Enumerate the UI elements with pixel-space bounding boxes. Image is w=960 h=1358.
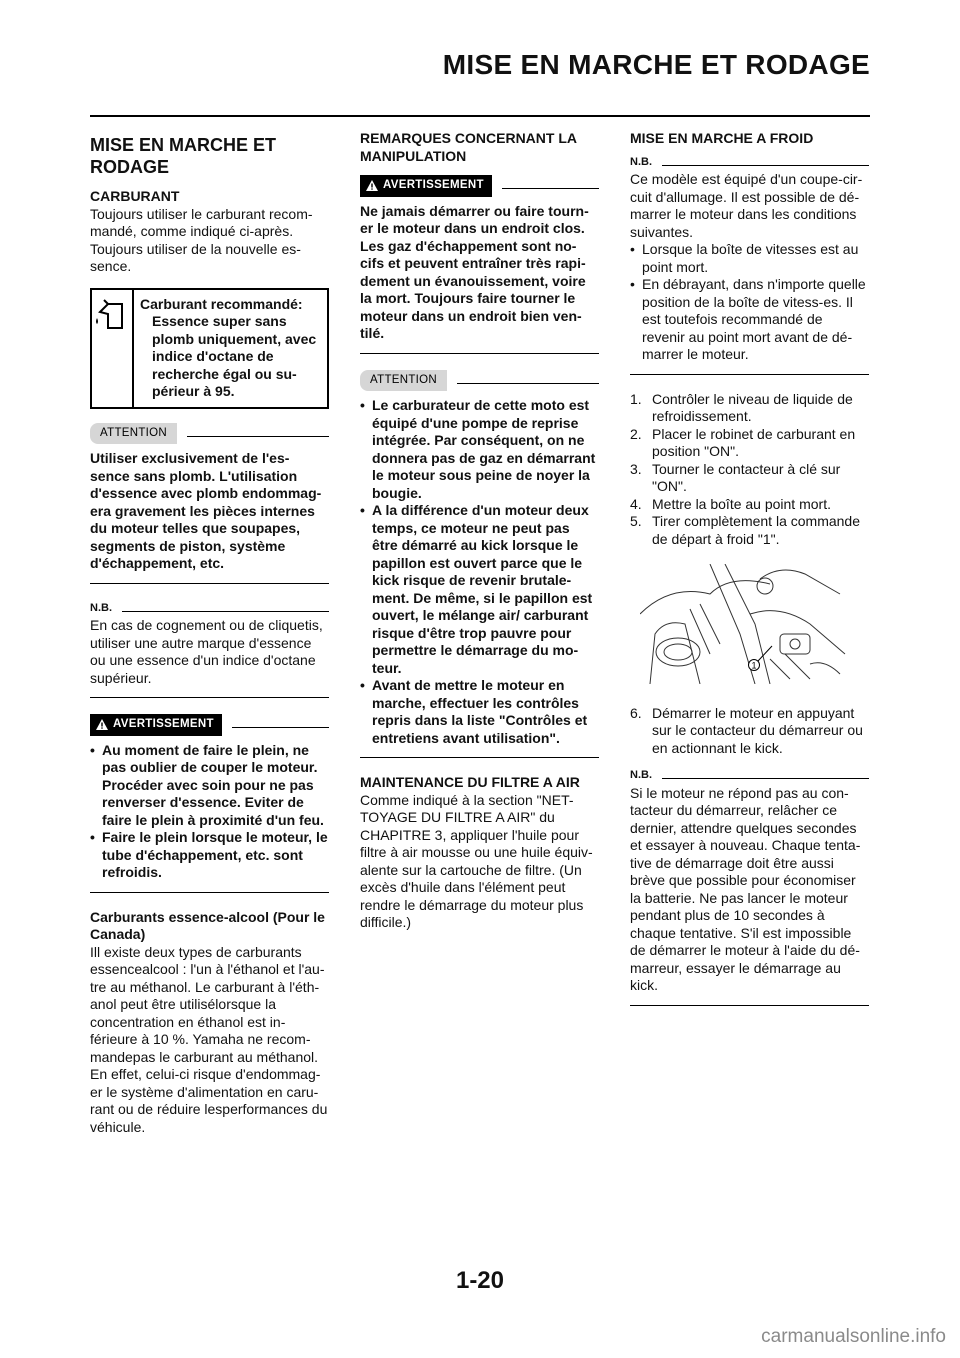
nb-label: N.B. (630, 769, 652, 781)
attention-badge: ATTENTION (360, 370, 447, 392)
warning-header (90, 714, 329, 736)
alcohol-heading: Carburants essence-alcool (Pour le Canada) (90, 908, 325, 942)
attention-list (360, 397, 599, 747)
list-item: • Lorsque la boîte de vitesses est au point mort. (630, 241, 869, 276)
nb-label: N.B. (90, 601, 112, 614)
cold-start-heading: MISE EN MARCHE A FROID (630, 130, 814, 146)
warning-label: AVERTISSEMENT (383, 179, 484, 191)
list-item: • Avant de mettre le moteur en marche, effectuer les contrôles repris dans la liste "Contrôles et entretiens avant utilisation". (360, 677, 599, 747)
attention-header (360, 370, 599, 392)
nb-text: En cas de cognement ou de cliquetis, utiliser une autre marque d'essence ou une essence d'un indice d'octane supérieur. (90, 617, 323, 686)
figure-callout-label: 1 (751, 660, 757, 671)
warning-label: AVERTISSEMENT (113, 718, 214, 730)
step-item: 2. Placer le robinet de carburant en position "ON". (630, 425, 856, 459)
list-item: • En débrayant, dans n'importe quelle position de la boîte de vitess-es. Il est toutefois recommandé de revenir au point mort avant de dé-marrer le moteur. (630, 276, 869, 364)
alcohol-text: Ill existe deux types de carburants essencealcool : l'un à l'éthanol et l'au-tre au méthanol. Le carburant à l'éth-anol peut être utilisélorsque la concentration en éthanol est in-férieure à 10 %. Yamaha ne recom-mandepas le carburant au méthanol. En effet, celui-ci risque d'endommag-er le système d'alimentation en caru-rant ou de réduire lesperformances du véhicule. (90, 943, 328, 1135)
watermark: carmanualsonline.info (761, 1326, 946, 1347)
filter-text: Comme indiqué à la section "NET-TOYAGE DU FILTRE A AIR" du CHAPITRE 3, appliquer l'huile pour filtre à air mousse ou une huile équiv-alente sur la cartouche de filtre. (Un excès d'huile dans l'élément peut rendre le démarrage du moteur plus difficile.) (360, 791, 593, 930)
column-left (90, 130, 329, 1136)
steps-list (630, 391, 869, 549)
nb-header (630, 767, 869, 785)
list-item: • Au moment de faire le plein, ne pas oublier de couper le moteur. Procéder avec soin pour ne pas renverser d'essence. Eviter de faire le plein à proximité d'un feu. (90, 742, 329, 830)
fuel-pump-icon (92, 290, 134, 407)
attention-header (90, 423, 329, 445)
nb-text: Si le moteur ne répond pas au con-tacteur du démarreur, relâcher ce dernier, attendre quelques secondes et essayer à nouveau. Chaque tenta-tive de démarrage doit être aussi brève que possible pour économiser la batterie. Ne pas lancer le moteur pendant plus de 10 secondes à chaque tentative. S'il est impossible de démarrer le moteur à l'aide du dé-marreur, essayer le démarrage au kick. (630, 784, 861, 993)
box-line1: Carburant recommandé: (140, 295, 303, 312)
warning-header (360, 175, 599, 197)
step-item: 1. Contrôler le niveau de liquide de refroidissement. (630, 390, 853, 424)
warning-text: Ne jamais démarrer ou faire tourn-er le moteur dans un endroit clos. Les gaz d'échappement sont no-cifs et peuvent entraîner très rapi-dement un évanouissement, voire la mort. Toujours faire tourner le moteur dans un endroit bien ven-tilé. (360, 202, 589, 341)
title-rule (90, 115, 870, 117)
fuel-heading: CARBURANT (90, 188, 180, 204)
warning-triangle-icon (96, 719, 108, 730)
attention-text: Utiliser exclusivement de l'es-sence sans plomb. L'utilisation d'essence avec plomb endommag-era gravement les pièces internes du moteur telles que soupapes, segments de piston, système d'échappement, etc. (90, 450, 322, 571)
nb-label: N.B. (630, 155, 652, 168)
step-item: 5. Tirer complètement la commande de départ à froid "1". (630, 513, 861, 547)
recommended-fuel-box (90, 288, 329, 409)
column-middle (360, 130, 599, 932)
nb-header (630, 154, 869, 172)
section-heading: MISE EN MARCHE ET RODAGE (90, 135, 277, 177)
warning-badge (360, 175, 492, 197)
cold-start-lever-illustration (640, 564, 850, 684)
filter-heading: MAINTENANCE DU FILTRE A AIR (360, 774, 580, 790)
page-title: MISE EN MARCHE ET RODAGE (442, 49, 870, 80)
step-item: 3. Tourner le contacteur à clé sur "ON". (630, 460, 841, 494)
warning-badge (90, 714, 222, 736)
steps-list-continued (630, 705, 869, 758)
warning-triangle-icon (366, 180, 378, 191)
attention-badge: ATTENTION (90, 423, 177, 445)
nb-list (630, 241, 869, 364)
fuel-text: Toujours utiliser le carburant recom-mandé, comme indiqué ci-après. Toujours utiliser de la nouvelle es-sence. (90, 205, 313, 274)
list-item: • Faire le plein lorsque le moteur, le tube d'échappement, etc. sont refroidis. (90, 829, 329, 882)
nb-header (90, 600, 329, 618)
page-number: 1-20 (455, 1267, 505, 1294)
nb-text: Ce modèle est équipé d'un coupe-cir-cuit d'allumage. Il est possible de dé-marrer le moteur dans les conditions suivantes. (630, 171, 863, 240)
handling-heading: REMARQUES CONCERNANT LA MANIPULATION (360, 130, 577, 164)
list-item: • A la différence d'un moteur deux temps, ce moteur ne peut pas être démarré au kick lorsque le papillon est ouvert parce que le kick risque de revenir brutale-ment. De même, si le papillon est ouvert, le mélange air/ carburant risque d'être trop pauvre pour permettre le démarrage du mo-teur. (360, 502, 599, 677)
warning-list (90, 742, 329, 882)
column-right (630, 130, 869, 1022)
box-line2: Essence super sans plomb uniquement, avec indice d'octane de recherche égal ou su-périeur à 95. (152, 313, 317, 399)
step-item: 4. Mettre la boîte au point mort. (630, 495, 831, 512)
list-item: • Le carburateur de cette moto est équipé d'une pompe de reprise intégrée. Par conséquent, on ne donnera pas de gaz en démarrant le moteur sous peine de noyer la bougie. (360, 397, 599, 502)
step-item: 6. Démarrer le moteur en appuyant sur le contacteur du démarreur ou en actionnant le kick. (630, 704, 863, 756)
